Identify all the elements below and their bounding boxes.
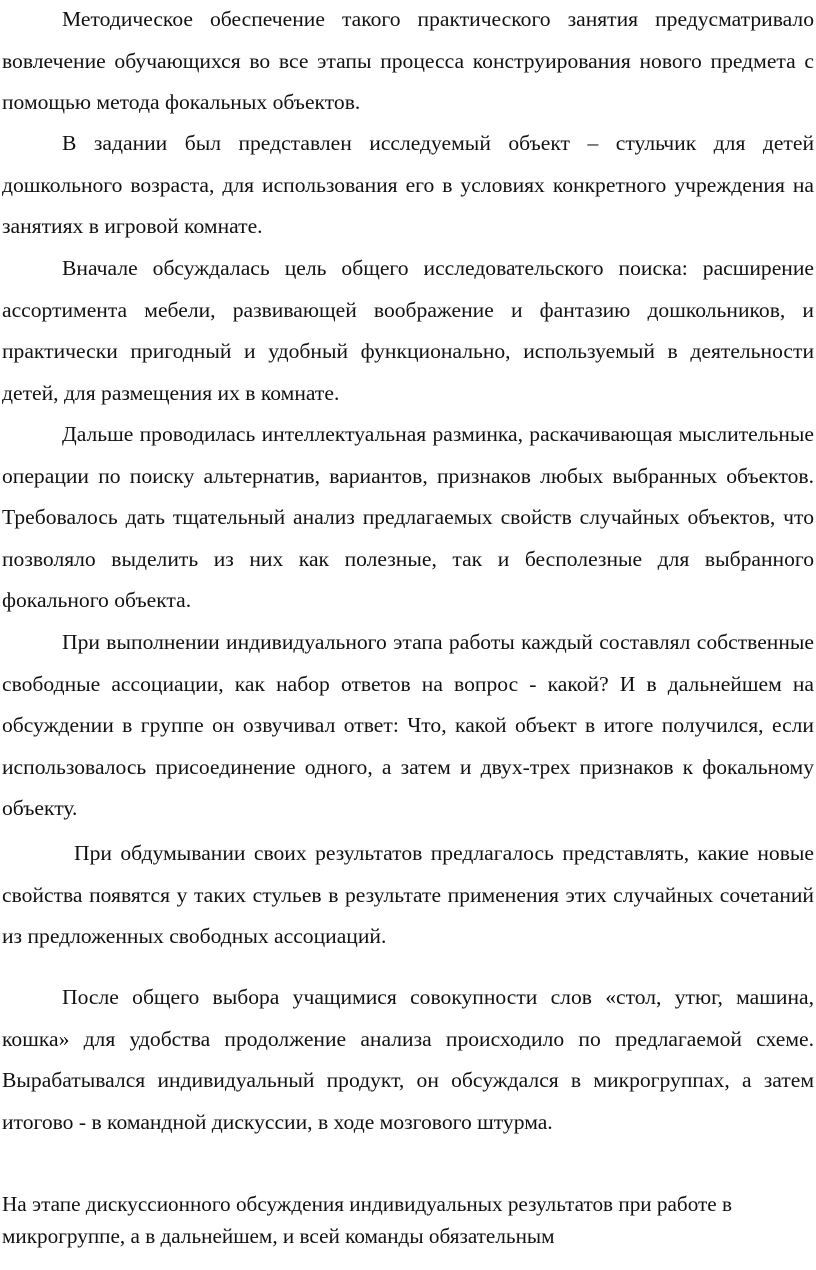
paragraph-individual-stage: При выполнении индивидуального этапа работы каждый составлял собственные свободные ассоциации, как набор ответов на вопрос - какой? И в дальнейшем на обсуждении в группе он озвучивал ответ: Что, какой объект в итоге получился, если использовалось присоединение одного, а затем и двух-трех признаков к фокальному объекту. bbox=[2, 630, 814, 821]
paragraph-warmup: Дальше проводилась интеллектуальная разминка, раскачивающая мыслительные операции по поиску альтернатив, вариантов, признаков любых выбранных объектов. Требовалось дать тщательный анализ предлагаемых свойств случайных объектов, что позволяло выделить из них как полезные, так и бесполезные для выбранного фокального объекта. bbox=[2, 422, 814, 613]
paragraph-task-object: В задании был представлен исследуемый объект – стульчик для детей дошкольного возраста, для использования его в условиях конкретного учреждения на занятиях в игровой комнате. bbox=[2, 131, 814, 239]
paragraph-reflection: При обдумывании своих результатов предлагалось представлять, какие новые свойства появятся у таких стульев в результате применения этих случайных сочетаний из предложенных свободных ассоциаций. bbox=[2, 841, 814, 949]
paragraph-methodology: Методическое обеспечение такого практического занятия предусматривало вовлечение обучающихся во все этапы процесса конструирования нового предмета с помощью метода фокальных объектов. bbox=[2, 7, 814, 115]
paragraph-discussion-stage: На этапе дискуссионного обсуждения индивидуальных результатов при работе в микрогруппе, а в дальнейшем, и всей команды обязательным bbox=[2, 1192, 732, 1248]
paragraph-word-selection: После общего выбора учащимися совокупности слов «стол, утюг, машина, кошка» для удобства продолжение анализа происходило по предлагаемой схеме. Вырабатывался индивидуальный продукт, он обсуждался в микрогруппах, а затем итогово - в командной дискуссии, в ходе мозгового штурма. bbox=[2, 985, 814, 1134]
paragraph-goal: Вначале обсуждалась цель общего исследовательского поиска: расширение ассортимента мебели, развивающей воображение и фантазию дошкольников, и практически пригодный и удобный функционально, используемый в деятельности детей, для размещения их в комнате. bbox=[2, 256, 814, 405]
